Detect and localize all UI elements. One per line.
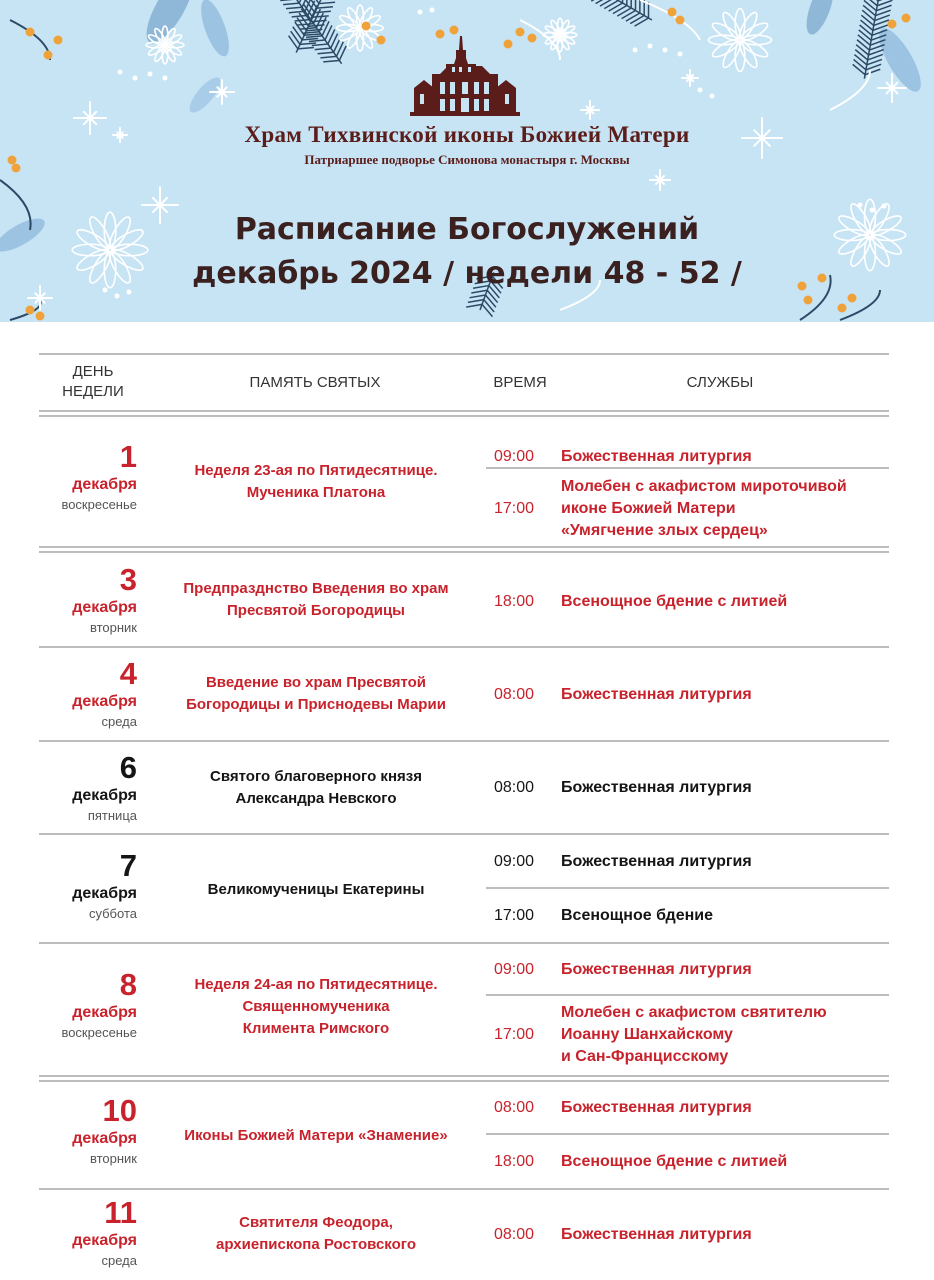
service-name [561, 1151, 901, 1173]
saint-memory [150, 766, 482, 810]
day-month: декабря [72, 1130, 137, 1147]
berry-icon [26, 28, 35, 37]
service-name-line: Молебен с акафистом святителю [561, 1004, 827, 1021]
day-weekday: суббота [88, 906, 137, 921]
service-time: 18:00 [494, 593, 535, 610]
day-weekday: воскресенье [61, 497, 137, 512]
row-divider [39, 646, 889, 648]
snow-dot [633, 48, 638, 53]
service-name-line: Иоанну Шанхайскому [561, 1026, 733, 1043]
schedule-title: Расписание Богослужений [234, 212, 700, 247]
service-name-line: иконе Божией Матери [561, 500, 736, 517]
saint-memory-line: Пресвятой Богородицы [227, 602, 405, 619]
day-month: декабря [72, 885, 137, 902]
berry-icon [528, 34, 537, 43]
snow-dot [133, 76, 138, 81]
branch-icon [830, 70, 870, 110]
saint-memory-line: Предпразднство Введения во храм [183, 580, 449, 597]
column-header-services: СЛУЖБЫ [686, 374, 754, 391]
saint-memory-line: Введение во храм Пресвятой [205, 674, 427, 691]
service-name-line: Молебен с акафистом мироточивой [561, 478, 847, 495]
service-name [561, 684, 901, 706]
service-name-line: Всенощное бдение [561, 907, 714, 924]
date-block [37, 657, 137, 730]
flower-icon [543, 18, 577, 52]
snow-dot [430, 8, 435, 13]
day-number: 7 [119, 848, 137, 883]
day-month: декабря [72, 599, 137, 616]
snow-dot [710, 94, 715, 99]
day-number: 8 [119, 967, 137, 1002]
header-banner [0, 0, 934, 322]
service-time: 09:00 [494, 961, 535, 978]
snow-dot [115, 294, 120, 299]
service-name [561, 851, 901, 873]
snow-dot [698, 88, 703, 93]
service-time: 09:00 [494, 448, 535, 465]
saint-memory-line: Мученика Платона [246, 484, 386, 501]
day-number: 10 [102, 1093, 137, 1128]
header-divider [39, 415, 889, 417]
service-name [561, 777, 901, 799]
service-name-line: и Сан-Францисскому [561, 1048, 729, 1065]
service-divider [486, 887, 889, 889]
day-weekday: среда [101, 714, 137, 729]
day-weekday: вторник [89, 620, 137, 635]
date-block [37, 1094, 137, 1167]
snow-dot [648, 44, 653, 49]
flower-icon [709, 9, 772, 72]
date-block [37, 849, 137, 922]
berry-icon [26, 306, 35, 315]
service-name [561, 959, 901, 981]
service-name [561, 905, 901, 927]
day-number: 11 [104, 1195, 137, 1230]
day-number: 6 [119, 750, 137, 785]
saint-memory-line: Великомученицы Екатерины [207, 881, 425, 898]
berry-icon [36, 312, 45, 321]
pine-branch-icon [591, 0, 659, 32]
service-name-line: Всенощное бдение с литией [561, 1153, 788, 1170]
snowflake-icon [581, 101, 599, 119]
schedule-period: декабрь 2024 / недели 48 - 52 / [192, 256, 742, 291]
row-divider [39, 1075, 889, 1077]
day-weekday: среда [101, 1253, 137, 1268]
saint-memory-line: Богородицы и Приснодевы Марии [186, 696, 446, 713]
service-time: 17:00 [494, 500, 535, 517]
flower-icon [337, 5, 383, 51]
service-time: 17:00 [494, 907, 535, 924]
row-divider [39, 1188, 889, 1190]
service-name-line: Божественная литургия [561, 686, 752, 703]
snow-dot [858, 203, 863, 208]
row-divider [39, 833, 889, 835]
day-number: 3 [119, 562, 137, 597]
saint-memory-line: архиепископа Ростовского [215, 1236, 416, 1253]
service-time: 08:00 [494, 1226, 535, 1243]
service-time: 08:00 [494, 779, 535, 796]
day-weekday: вторник [89, 1151, 137, 1166]
snow-dot [678, 52, 683, 57]
leaf-icon [195, 0, 234, 60]
berry-icon [44, 51, 53, 60]
berry-icon [377, 36, 386, 45]
day-month: декабря [72, 693, 137, 710]
service-name [561, 1097, 901, 1119]
day-month: декабря [72, 787, 137, 804]
berry-icon [848, 294, 857, 303]
snow-dot [163, 76, 168, 81]
snowflake-icon [650, 170, 670, 190]
date-block [37, 751, 137, 824]
leaf-icon [801, 0, 839, 38]
day-month: декабря [72, 476, 137, 493]
service-name-line: Божественная литургия [561, 779, 752, 796]
date-block [37, 563, 137, 636]
saint-memory [150, 974, 482, 1040]
service-divider [486, 1133, 889, 1135]
service-name-line: «Умягчение злых сердец» [561, 522, 768, 539]
service-name-line: Божественная литургия [561, 961, 752, 978]
row-divider [39, 942, 889, 944]
column-header-day [40, 362, 146, 402]
snow-dot [882, 204, 887, 209]
header-divider [39, 410, 889, 412]
service-time: 08:00 [494, 1099, 535, 1116]
church-subtitle: Патриаршее подворье Симонова монастыря г. Москвы [304, 152, 630, 167]
branch-icon [840, 290, 880, 320]
berry-icon [676, 16, 685, 25]
church-name: Храм Тихвинской иконы Божией Матери [244, 122, 690, 147]
service-name [561, 446, 901, 468]
service-name [561, 1002, 901, 1068]
column-header-time: ВРЕМЯ [493, 374, 547, 391]
service-time: 09:00 [494, 853, 535, 870]
service-name-line: Божественная литургия [561, 1099, 752, 1116]
service-name-line: Божественная литургия [561, 1226, 752, 1243]
service-time: 18:00 [494, 1153, 535, 1170]
service-divider [486, 994, 889, 996]
day-month: декабря [72, 1232, 137, 1249]
snow-dot [148, 72, 153, 77]
column-header-day-line2: НЕДЕЛИ [62, 383, 124, 400]
row-divider [39, 1080, 889, 1082]
column-header-day-line1: ДЕНЬ [72, 363, 114, 380]
saint-memory-line: Святителя Феодора, [239, 1214, 393, 1231]
berry-icon [362, 22, 371, 31]
berry-icon [838, 304, 847, 313]
date-block [37, 968, 137, 1041]
row-divider [39, 740, 889, 742]
snow-dot [418, 10, 423, 15]
saint-memory [150, 1212, 482, 1256]
saint-memory-line: Священномученика [242, 998, 390, 1015]
day-number: 1 [119, 439, 137, 474]
saint-memory [150, 578, 482, 622]
snow-dot [663, 48, 668, 53]
snow-dot [118, 70, 123, 75]
service-name-line: Всенощное бдение с литией [561, 593, 788, 610]
berry-icon [54, 36, 63, 45]
saint-memory [150, 460, 482, 504]
saint-memory-line: Иконы Божией Матери «Знамение» [184, 1127, 448, 1144]
snowflake-icon [682, 70, 698, 86]
service-name [561, 476, 901, 542]
saint-memory-line: Неделя 24-ая по Пятидесятнице. [194, 976, 438, 993]
service-time: 17:00 [494, 1026, 535, 1043]
berry-icon [902, 14, 911, 23]
saint-memory-line: Святого благоверного князя [210, 768, 422, 785]
church-logo [410, 36, 520, 116]
saint-memory-line: Александра Невского [235, 790, 397, 807]
day-weekday: пятница [87, 808, 137, 823]
date-block [37, 1196, 137, 1269]
saint-memory [150, 879, 482, 901]
saint-memory [150, 1125, 482, 1147]
service-time: 08:00 [494, 686, 535, 703]
service-name-line: Божественная литургия [561, 448, 752, 465]
day-weekday: воскресенье [61, 1025, 137, 1040]
berry-icon [668, 8, 677, 17]
berry-icon [888, 20, 897, 29]
day-number: 4 [119, 656, 137, 691]
saint-memory-line: Климента Римского [242, 1020, 390, 1037]
row-divider [39, 551, 889, 553]
row-divider [39, 546, 889, 548]
saint-memory [150, 672, 482, 716]
berry-icon [450, 26, 459, 35]
date-block [37, 440, 137, 513]
table-top-divider [39, 353, 889, 355]
service-name [561, 1224, 901, 1246]
service-name-line: Божественная литургия [561, 853, 752, 870]
day-month: декабря [72, 1004, 137, 1021]
berry-icon [804, 296, 813, 305]
service-name [561, 591, 901, 613]
saint-memory-line: Неделя 23-ая по Пятидесятнице. [194, 462, 438, 479]
column-header-memory: ПАМЯТЬ СВЯТЫХ [249, 374, 381, 391]
